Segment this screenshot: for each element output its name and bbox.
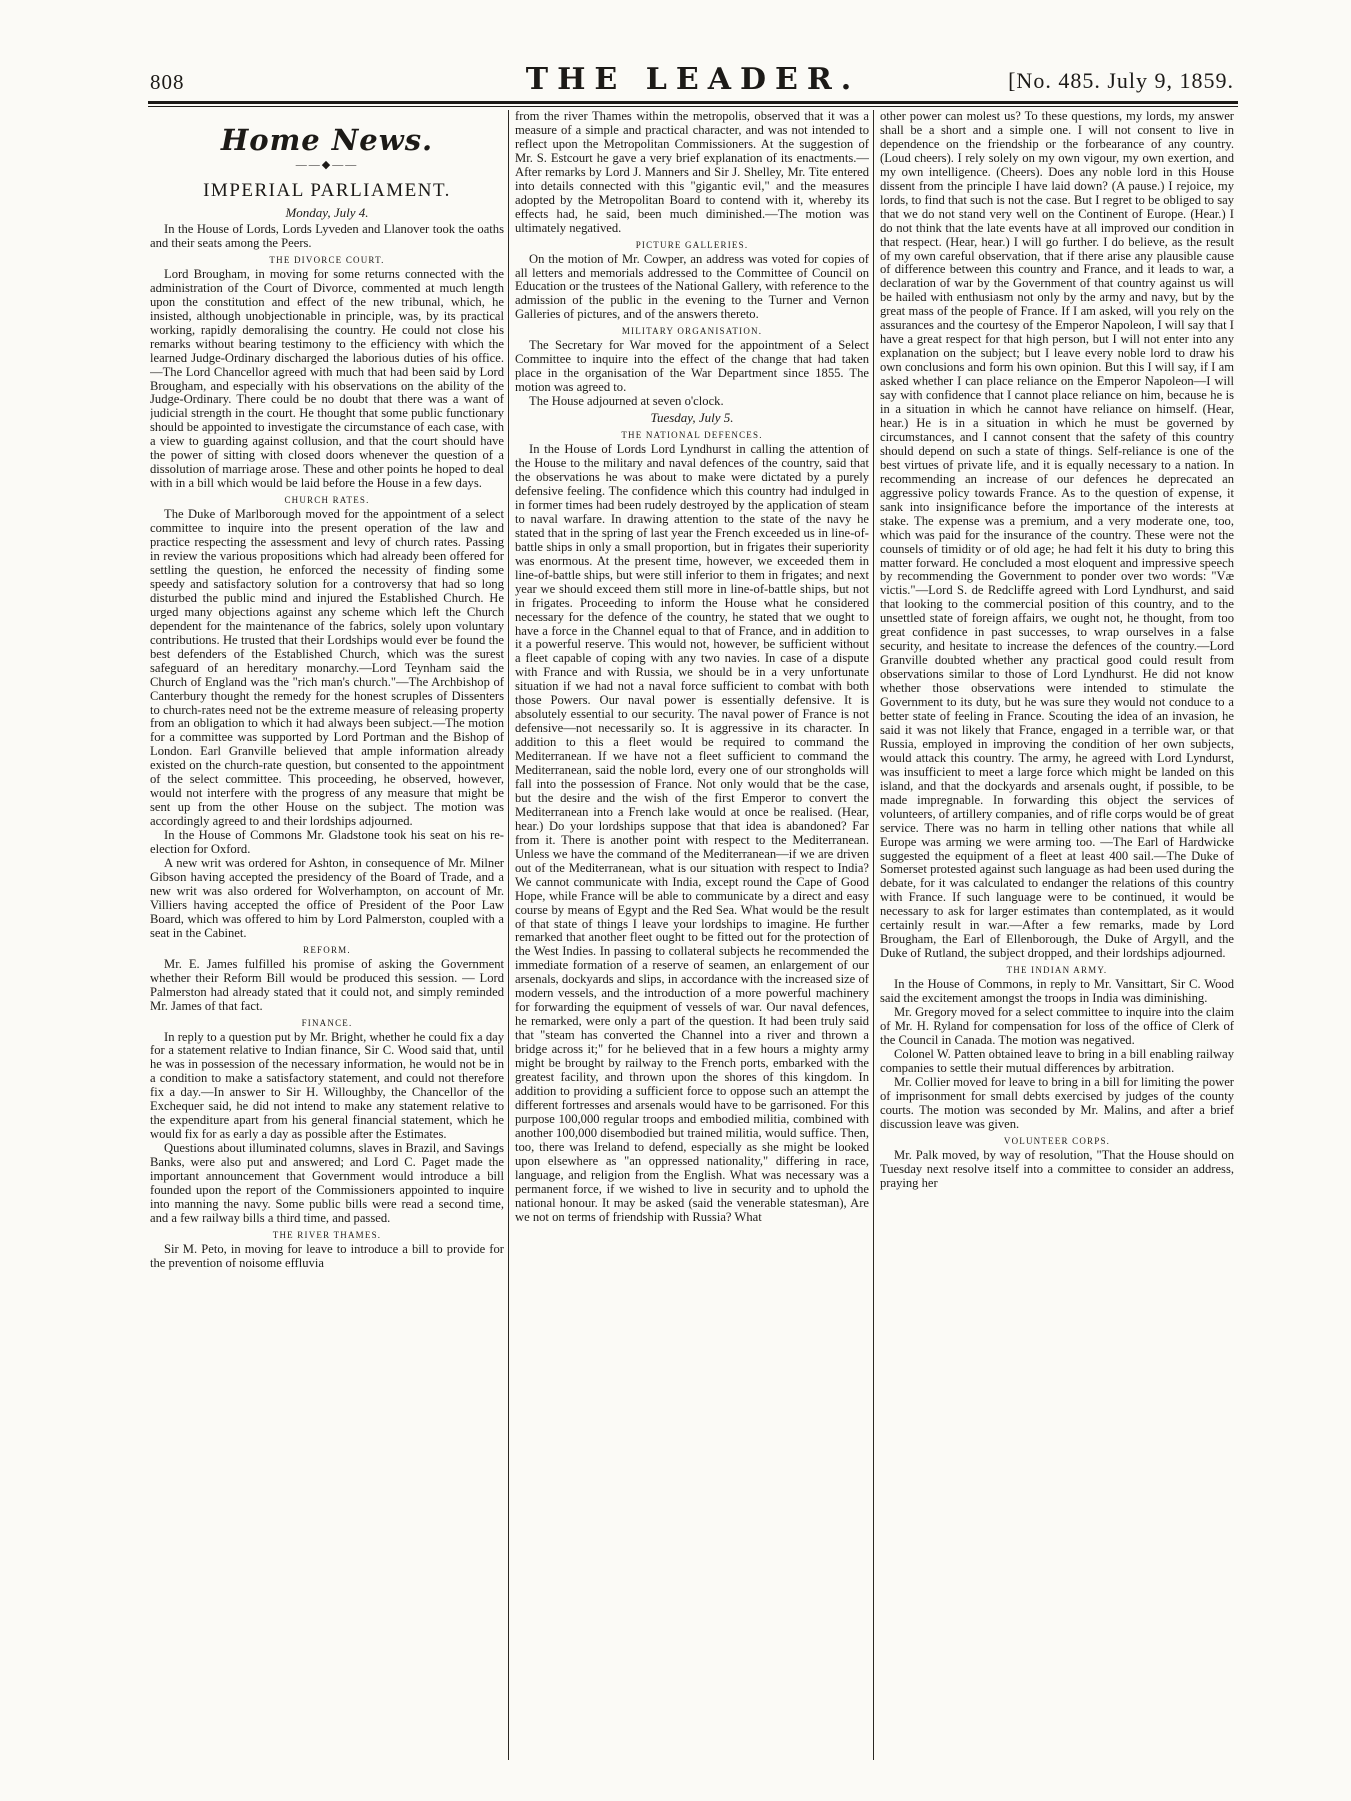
paragraph: In the House of Lords Lord Lyndhurst in calling the attention of the House to the military and naval defences of the country, said that the observations he was about to make were dictated by a purely defensive feeling. The confidence which this country had indulged in in former times had been rudely destroyed by the application of steam to naval warfare. In drawing attention to the state of the navy he stated that in the spring of last year the French exceeded us in line-of-battle ships in only a small proportion, but in frigates their superiority was enormous. At the present time, however, we exceeded them in line-of-battle ships, but were still inferior to them in frigates; and next year we should exceed them still more in line-of-battle ships, but not in frigates. Proceeding to inform the House what he considered necessary for the defence of the country, he stated that we ought to have a force in the Channel equal to that of France, and in addition to it a powerful reserve. This would not, however, be sufficient without a fleet capable of coping with any two navies. In case of a dispute with France and with Russia, we should be in a very unfortunate situation if we had not a naval force sufficient to combat with both those Powers. Our naval power is essentially defensive. It is absolutely essential to our security. The naval power of France is not defensive—not necessarily so. It is aggressive in its character. In addition to this a fleet would be required to command the Mediterranean. If we have not a fleet sufficient to command the Mediterranean, said the noble lord, every one of our strongholds will fall into the possession of France. Not only would that be the case, but the desire and the wish of the first Emperor to convert the Mediterranean into a French lake would at once be realised. (Hear, hear.) Do your lordships suppose that that idea is abandoned? Far from it. There is another point with respect to the Mediterranean. Unless we have the command of the Mediterranean—if we are driven out of the Mediterranean, what is our situation with respect to India? We cannot communicate with India, except round the Cape of Good Hope, while France will be able to communicate by a direct and easy course by means of Egypt and the Red Sea. What would be the result of that state of things I leave your lordships to imagine. He further remarked that another fleet ought to be fitted out for the protection of the West Indies. In passing to collateral subjects he recommended the immediate formation of a reserve of seamen, an enlargement of our arsenals, dockyards and slips, in accordance with the increased size of modern vessels, and the introduction of a more powerful machinery for forwarding the equipment of vessels of war. Our naval defences, he remarked, were only a part of the question. It had been truly said that "steam has converted the Channel into a river and thrown a bridge across it;" for he believed that in a few hours a mighty army might be brought by railway to the French ports, embarked with the greatest facility, and thrown upon the shores of this kingdom. In addition to providing a sufficient force to oppose such an attempt the different fortresses and arsenals would have to be garrisoned. For this purpose 100,000 regular troops and embodied militia, combined with another 100,000 disembodied but trained militia, would suffice. Then, too, there was Ireland to defend, especially as she might be looked upon elsewhere as "an oppressed nationality," differing in race, language, and religion from the English. What was necessary was a permanent force, if we wished to live in security and to uphold the national honour. It may be asked (said the venerable statesman), Are we not on terms of friendship with Russia? What [515, 442, 869, 1224]
paragraph: In the House of Commons Mr. Gladstone took his seat on his re-election for Oxford. [150, 828, 504, 857]
paragraph: Mr. E. James fulfilled his promise of asking the Government whether their Reform Bill would be produced this session. — Lord Palmerston had already stated that it could not, and simply reminded Mr. James of that fact. [150, 956, 504, 1013]
subheading: PICTURE GALLERIES. [635, 239, 749, 250]
column-divider [873, 110, 874, 1760]
paragraph: Questions about illuminated columns, slaves in Brazil, and Savings Banks, were also put and answered; and Lord C. Paget made the important announcement that Government would introduce a bill founded upon the report of the Commissioners appointed to inquire into manning the navy. Some public bills were read a second time, and a few railway bills a third time, and passed. [150, 1141, 504, 1225]
subheading: THE DIVORCE COURT. [269, 254, 385, 265]
section-title: Home News. [220, 123, 434, 157]
header-rule-thin [148, 106, 1238, 107]
article-heading: IMPERIAL PARLIAMENT. [203, 180, 451, 201]
subheading: REFORM. [303, 944, 351, 955]
page-header [148, 62, 1238, 98]
paragraph: other power can molest us? To these questions, my lords, my answer shall be a short and a simple one. I will not consent to live in dependence on the friendship or the forbearance of any country. (Loud cheers). I rely solely on my own vigour, my own exertion, and my own intelligence. (Cheers). Does any noble lord in this House dissent from the principle I have laid down? (A pause.) I rejoice, my lords, to find that such is not the case. But I regret to be obliged to say that we do not stand very well on the Continent of Europe. (Hear.) I do not think that the late events have at all improved our condition in that respect. (Hear, hear.) I will go further. I do believe, as the result of my own careful observation, that if there arise any plausible cause of difference between this country and France, and it leads to war, a declaration of war by the Government of that country against us will be hailed with enthusiasm not only by the army and navy, but by the great mass of the people of France. If I am asked, will you rely on the assurances and the courtesy of the Emperor Napoleon, I will say that I have a great respect for that high person, but I will not enter into any explanation on the subject; but I leave every noble lord to draw his own conclusions and form his own opinion. But this I will say, if I am asked whether I can place reliance on the Emperor Napoleon—I will say with confidence that I cannot place reliance on him, because he is in a situation in which he cannot have reliance on himself. (Hear, hear.) He is in a situation in which he must be governed by circumstances, and I cannot consent that the safety of this country should depend on such a state of things. Self-reliance is one of the best virtues of private life, and it is equally necessary to a nation. In recommending an increase of our defences he deprecated an aggressive policy towards France. As to the question of expense, it sank into insignificance before the importance of the interests at stake. The expense was a premium, and a very moderate one, too, which was paid for the insurance of the country. These were not the counsels of timidity or of old age; he had felt it his duty to bring this matter forward. He concluded a most eloquent and impressive speech by recommending the Government to ponder over two words: "Væ victis."—Lord S. de Redcliffe agreed with Lord Lyndhurst, and said that looking to the commercial position of this country, and to the unsettled state of foreign affairs, we ought not, he thought, from too great confidence in past successes, to wrap ourselves in a false security, and hesitate to increase the defences of the country.—Lord Granville doubted whether any practical good could result from observations similar to those of Lord Lyndhurst. He did not know whether those observations were intended to stimulate the Government to its duty, but he was sure they would not conduce to a better state of feeling in France. Scouting the idea of an invasion, he said it was not likely that France, engaged in a terrible war, or that Russia, employed in improving the condition of her own subjects, would attack this country. The army, he agreed with Lord Lyndurst, was insufficient to meet a large force which might be landed on this island, and that the dockyards and arsenals ought, if possible, to be made impregnable. In forwarding this object the services of volunteers, of artillery companies, and of rifle corps would be of great service. There was no harm in telling other nations that while all Europe was arming we were arming too. —The Earl of Hardwicke suggested the equipment of a fleet at least 400 sail.—The Duke of Somerset protested against such language as had been used during the debate, for it was calculated to endanger the relations of this country with France. If such language were to be continued, it would be necessary to ask for larger estimates than contemplated, as it would certainly result in war.—After a few remarks, made by Lord Brougham, the Earl of Ellenborough, the Duke of Argyll, and the Duke of Rutland, the subject dropped, and their lordships adjourned. [880, 110, 1234, 961]
paragraph: In the House of Commons, in reply to Mr. Vansittart, Sir C. Wood said the excitement amongst the troops in India was diminishing. [880, 977, 1234, 1006]
column-1 [150, 110, 504, 1760]
subheading: CHURCH RATES. [284, 495, 370, 506]
ornament-rule: ——◆—— [295, 159, 359, 171]
paragraph: The Duke of Marlborough moved for the appointment of a select committee to inquire into the present operation of the law and practice respecting the assessment and levy of church rates. Passing in review the various propositions which had already been offered for settling the question, he enforced the necessity of finding some speedy and satisfactory solution for a controversy that had so long disturbed the public mind and injured the Established Church. He urged many objections against any scheme which left the Church dependent for the maintenance of the fabrics, solely upon voluntary contributions. He trusted that their Lordships would ever be found the best defenders of the Established Church, which was the surest safeguard of an hereditary monarchy.—Lord Teynham said the Church of England was the "rich man's church."—The Archbishop of Canterbury thought the remedy for the honest scruples of Dissenters to church-rates need not be the extreme measure of releasing property from an obligation to which it had always been subject.—The motion for a committee was supported by Lord Portman and the Bishop of London. Earl Granville believed that ample information already existed on the church-rate question, but consented to the appointment of the select committee. This proceeding, he observed, however, would not interfere with the progress of any measure that might be sent up from the other House on the subject. The motion was accordingly agreed to and their lordships adjourned. [150, 507, 504, 829]
paragraph: Colonel W. Patten obtained leave to bring in a bill enabling railway companies to settle their mutual differences by arbitration. [880, 1046, 1234, 1075]
paragraph: Sir M. Peto, in moving for leave to introduce a bill to provide for the prevention of noisome effluvia [150, 1241, 504, 1270]
column-3 [880, 110, 1234, 1760]
paragraph: On the motion of Mr. Cowper, an address was voted for copies of all letters and memorials addressed to the Committee of Council on Education or the trustees of the National Gallery, with reference to the admission of the public in the evening to the Turner and Vernon Galleries of pictures, and of the answers thereto. [515, 251, 869, 322]
subheading: FINANCE. [301, 1017, 353, 1028]
page-number: 808 [150, 70, 185, 94]
issue-date: [No. 485. July 9, 1859. [1008, 68, 1234, 93]
paragraph: The House adjourned at seven o'clock. [529, 394, 724, 409]
masthead: THE LEADER. [525, 62, 861, 97]
paragraph: from the river Thames within the metropolis, observed that it was a measure of a simple and practical character, and was not intended to reflect upon the Metropolitan Commissioners. At the suggestion of Mr. S. Estcourt he gave a very brief explanation of its enactments.—After remarks by Lord J. Manners and Sir J. Shelley, Mr. Tite entered into details connected with this "gigantic evil," and the measures adopted by the Metropolitan Board to contend with it, whereby its effects had, he said, been much diminished.—The motion was ultimately negatived. [515, 110, 869, 235]
subheading: THE NATIONAL DEFENCES. [621, 430, 763, 441]
subheading: MILITARY ORGANISATION. [621, 326, 763, 337]
paragraph: Mr. Palk moved, by way of resolution, "That the House should on Tuesday next resolve itself into a committee to consider an address, praying her [880, 1147, 1234, 1190]
paragraph: The Secretary for War moved for the appointment of a Select Committee to inquire into the effect of the change that had taken place in the organisation of the War Department since 1855. The motion was agreed to. [515, 338, 869, 395]
paragraph: A new writ was ordered for Ashton, in consequence of Mr. Milner Gibson having accepted the presidency of the Board of Trade, and a new writ was also ordered for Wolverhampton, on account of Mr. Villiers having accepted the office of President of the Poor Law Board, which was offered to him by Lord Palmerston, coupled with a seat in the Cabinet. [150, 855, 504, 940]
paragraph: In the House of Lords, Lords Lyveden and Llanover took the oaths and their seats among the Peers. [150, 222, 504, 250]
header-rule-thick [148, 101, 1238, 104]
subheading: VOLUNTEER CORPS. [1003, 1135, 1111, 1146]
subheading: THE INDIAN ARMY. [1006, 965, 1108, 976]
dateline: Monday, July 4. [285, 205, 369, 220]
paragraph: Mr. Gregory moved for a select committee to inquire into the claim of Mr. H. Ryland for compensation for loss of the office of Clerk of the Council in Canada. The motion was negatived. [880, 1005, 1234, 1047]
paragraph: In reply to a question put by Mr. Bright, whether he could fix a day for a statement relative to Indian finance, Sir C. Wood said that, until he was in possession of the necessary information, he would not be in a condition to make a satisfactory statement, and could not therefore fix a day.—In answer to Sir H. Willoughby, the Chancellor of the Exchequer said, he did not intend to make any statement relative to the expenditure apart from his general financial statement, which he would fix for as early a day as possible after the Estimates. [150, 1029, 504, 1142]
paragraph: Mr. Collier moved for leave to bring in a bill for limiting the power of imprisonment for small debts exercised by judges of the county courts. The motion was seconded by Mr. Malins, and after a brief discussion leave was given. [880, 1074, 1234, 1131]
dateline: Tuesday, July 5. [650, 410, 734, 426]
subheading: THE RIVER THAMES. [272, 1229, 382, 1240]
column-divider [508, 110, 509, 1760]
column-2 [515, 110, 869, 1760]
paragraph: Lord Brougham, in moving for some returns connected with the administration of the Court of Divorce, commented at much length upon the constitution and effect of the new tribunal, which, he insisted, although unobjectionable in principle, was, by its practical working, rapidly demoralising the country. He could not close his remarks without bearing testimony to the efficiency with which the learned Judge-Ordinary discharged the laborious duties of his office.—The Lord Chancellor agreed with much that had been said by Lord Brougham, and especially with his observations on the ability of the Judge-Ordinary. There could be no doubt that there was a want of judicial strength in the court. He thought that some public functionary should be appointed to investigate the circumstance of each case, with a view to guarding against collusion, and that the court should have the power of sitting with closed doors whenever the question of a dissolution of marriage arose. These and other points he hoped to deal with in a bill which would be laid before the House in a few days. [150, 266, 504, 491]
